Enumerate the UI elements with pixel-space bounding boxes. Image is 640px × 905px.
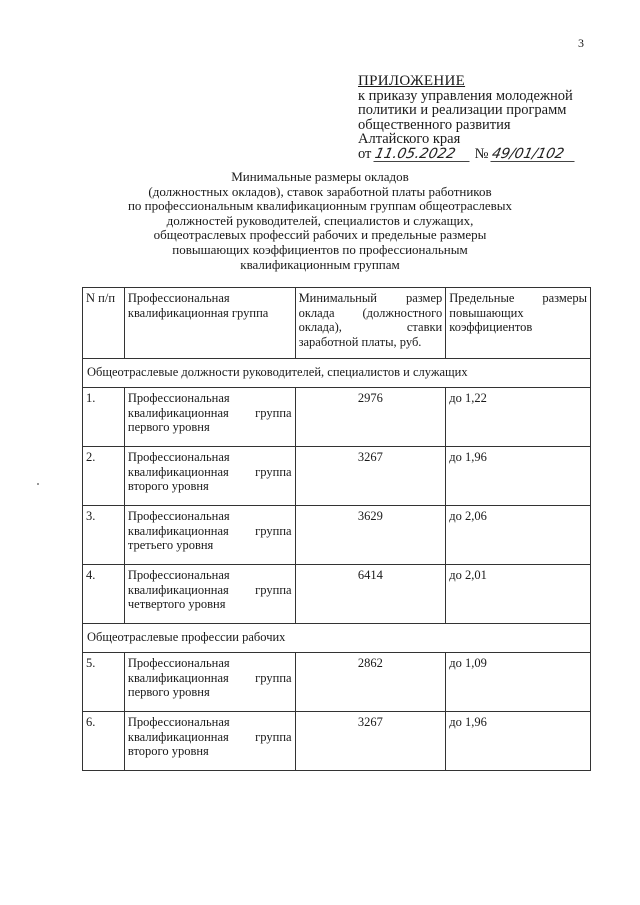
table-row (83, 653, 591, 712)
row-group: Профессиональная квалификационная группа второго уровня (124, 712, 295, 771)
row-group: Профессиональная квалификационная группа первого уровня (124, 653, 295, 712)
row-coef: до 1,96 (446, 712, 591, 771)
table-header-row (83, 288, 591, 359)
row-group: Профессиональная квалификационная группа третьего уровня (124, 506, 295, 565)
row-coef: до 2,01 (446, 565, 591, 624)
row-salary: 2862 (295, 653, 446, 712)
page-number: 3 (578, 36, 584, 50)
section-title: Общеотраслевые должности руководителей, специалистов и служащих (83, 359, 591, 388)
row-coef: до 1,09 (446, 653, 591, 712)
title-line: (должностных окладов), ставок заработной платы работников (148, 183, 492, 199)
appendix-line: политики и реализации программ (358, 102, 567, 118)
section-title: Общеотраслевые профессии рабочих (83, 624, 591, 653)
header-salary: Минимальный размер оклада (должностного оклада), ставки заработной платы, руб. (295, 288, 446, 359)
row-coef: до 1,96 (446, 447, 591, 506)
row-num: 2. (83, 447, 125, 506)
row-num: 4. (83, 565, 125, 624)
document-title (120, 170, 520, 272)
row-group: Профессиональная квалификационная группа первого уровня (124, 388, 295, 447)
appendix-line: к приказу управления молодежной (358, 87, 573, 104)
appendix-block (358, 74, 608, 162)
row-coef: до 2,06 (446, 506, 591, 565)
row-group: Профессиональная квалификационная группа второго уровня (124, 447, 295, 506)
appendix-line: общественного развития (358, 116, 511, 133)
handwritten-date: 11.05.2022 (373, 147, 472, 162)
title-line: повышающих коэффициентов по профессиональным (172, 241, 468, 257)
table-row (83, 712, 591, 771)
row-num: 6. (83, 712, 125, 771)
row-salary: 3629 (295, 506, 446, 565)
scan-speck (37, 483, 39, 485)
row-num: 1. (83, 388, 125, 447)
section-row (83, 359, 591, 388)
handwritten-number: 49/01/102 (491, 147, 578, 162)
row-num: 3. (83, 506, 125, 565)
header-num: N п/п (83, 288, 125, 359)
header-coef: Предельные размеры повышающих коэффициентов (446, 288, 591, 359)
table-row (83, 388, 591, 447)
appendix-heading: ПРИЛОЖЕНИЕ (358, 73, 466, 89)
appendix-dateline (358, 147, 608, 162)
title-line: общеотраслевых профессий рабочих и предельные размеры (153, 227, 487, 243)
header-group: Профессиональная квалификационная группа (124, 288, 295, 359)
section-row (83, 624, 591, 653)
table-row (83, 506, 591, 565)
table-row (83, 565, 591, 624)
appendix-line: Алтайского края (358, 131, 461, 147)
row-num: 5. (83, 653, 125, 712)
row-salary: 3267 (295, 712, 446, 771)
title-line: по профессиональным квалификационным группам общеотраслевых (127, 198, 513, 214)
number-prefix: № (474, 145, 489, 162)
title-line: должностей руководителей, специалистов и служащих, (166, 212, 474, 228)
row-salary: 2976 (295, 388, 446, 447)
row-salary: 3267 (295, 447, 446, 506)
salary-table (82, 287, 591, 771)
table-row (83, 447, 591, 506)
title-line: квалификационным группам (240, 256, 400, 272)
date-prefix: от (358, 145, 372, 162)
title-line: Минимальные размеры окладов (231, 169, 409, 184)
row-coef: до 1,22 (446, 388, 591, 447)
row-salary: 6414 (295, 565, 446, 624)
row-group: Профессиональная квалификационная группа четвертого уровня (124, 565, 295, 624)
